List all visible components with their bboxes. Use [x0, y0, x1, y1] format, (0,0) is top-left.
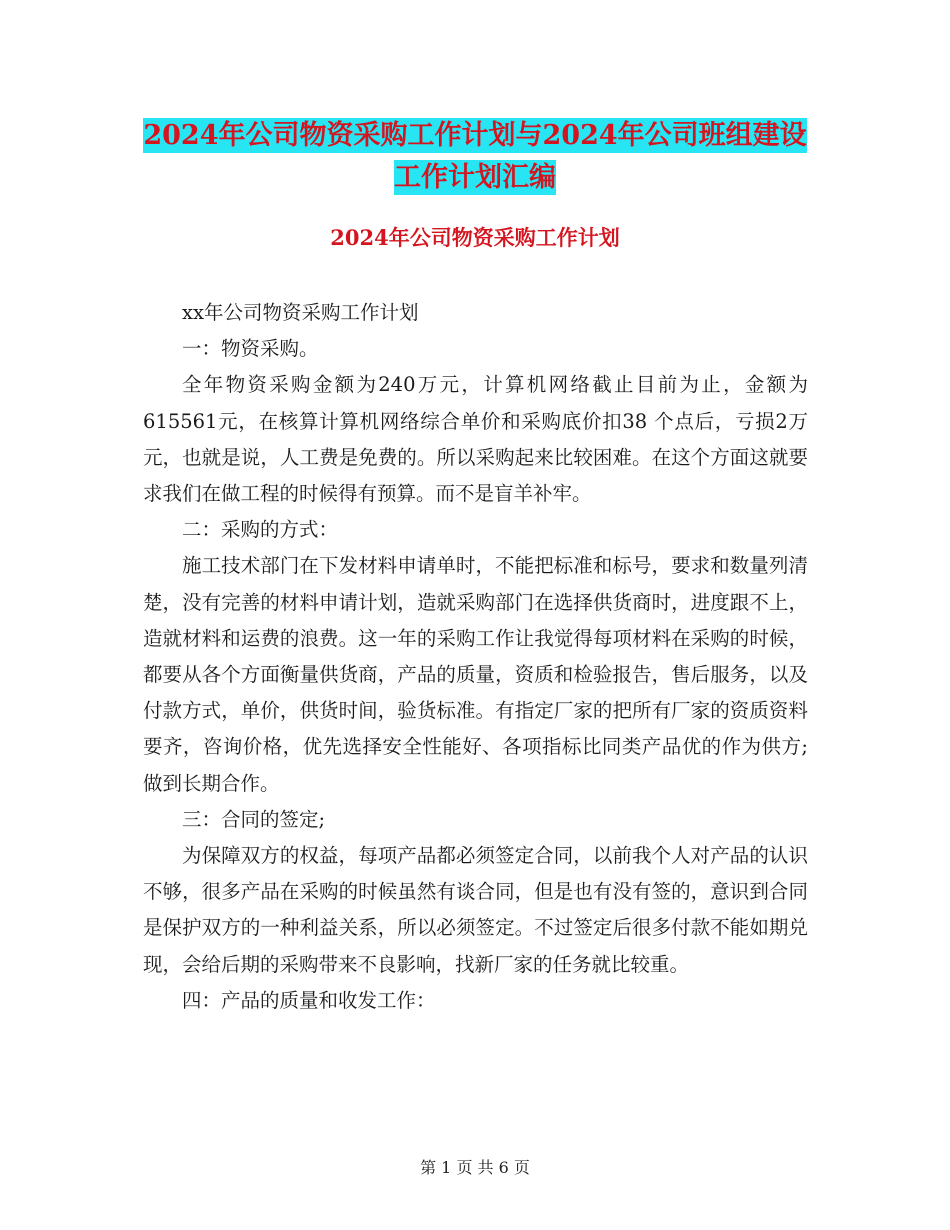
- paragraph-section-2-heading: 二：采购的方式：: [182, 518, 339, 542]
- paragraph-section-3-body: 为保障双方的权益，每项产品都必须签定合同，以前我个人对产品的认识不够，很多产品在采购的时候虽然有谈合同，但是也有没有签的，意识到合同是保护双方的一种利益关系，所以必须签定。不过签定后很多付款不能如期兑现，会给后期的采购带来不良影响，找新厂家的任务就比较重。: [143, 844, 808, 976]
- page-number-footer: 第 1 页 共 6 页: [420, 1158, 530, 1177]
- document-title-line-2: [0, 155, 950, 194]
- paragraph-section-3-heading: 三：合同的签定;: [182, 807, 326, 831]
- paragraph-plan-title: xx年公司物资采购工作计划: [182, 301, 419, 324]
- document-title-highlight-2: 工作计划汇编: [394, 162, 556, 193]
- paragraph-section-2-body: 施工技术部门在下发材料申请单时，不能把标准和标号，要求和数量列清楚，没有完善的材料申请计划，造就采购部门在选择供货商时，进度跟不上，造就材料和运费的浪费。这一年的采购工作让我觉得每项材料在采购的时候，都要从各个方面衡量供货商，产品的质量，资质和检验报告，售后服务，以及付款方式，单价，供货时间，验货标准。有指定厂家的把所有厂家的资质资料要齐，咨询价格，优先选择安全性能好、各项指标比同类产品优的作为供方;做到长期合作。: [143, 554, 808, 795]
- document-body: [143, 295, 808, 1019]
- paragraph-section-1-heading: 一：物资采购。: [182, 337, 319, 361]
- section-heading: 2024年公司物资采购工作计划: [330, 225, 620, 250]
- paragraph-section-1-body: 全年物资采购金额为240万元，计算机网络截止目前为止，金额为615561元，在核算计算机网络综合单价和采购底价扣38 个点后，亏损2万元，也就是说，人工费是免费的。所以采购起来比较困难。在这个方面这就要求我们在做工程的时候得有预算。而不是盲羊补牢。: [143, 373, 808, 506]
- document-title-highlight-1: 2024年公司物资采购工作计划与2024年公司班组建设: [143, 120, 807, 151]
- document-title-line-1: [0, 113, 950, 152]
- paragraph-section-4-heading: 四：产品的质量和收发工作：: [182, 988, 436, 1012]
